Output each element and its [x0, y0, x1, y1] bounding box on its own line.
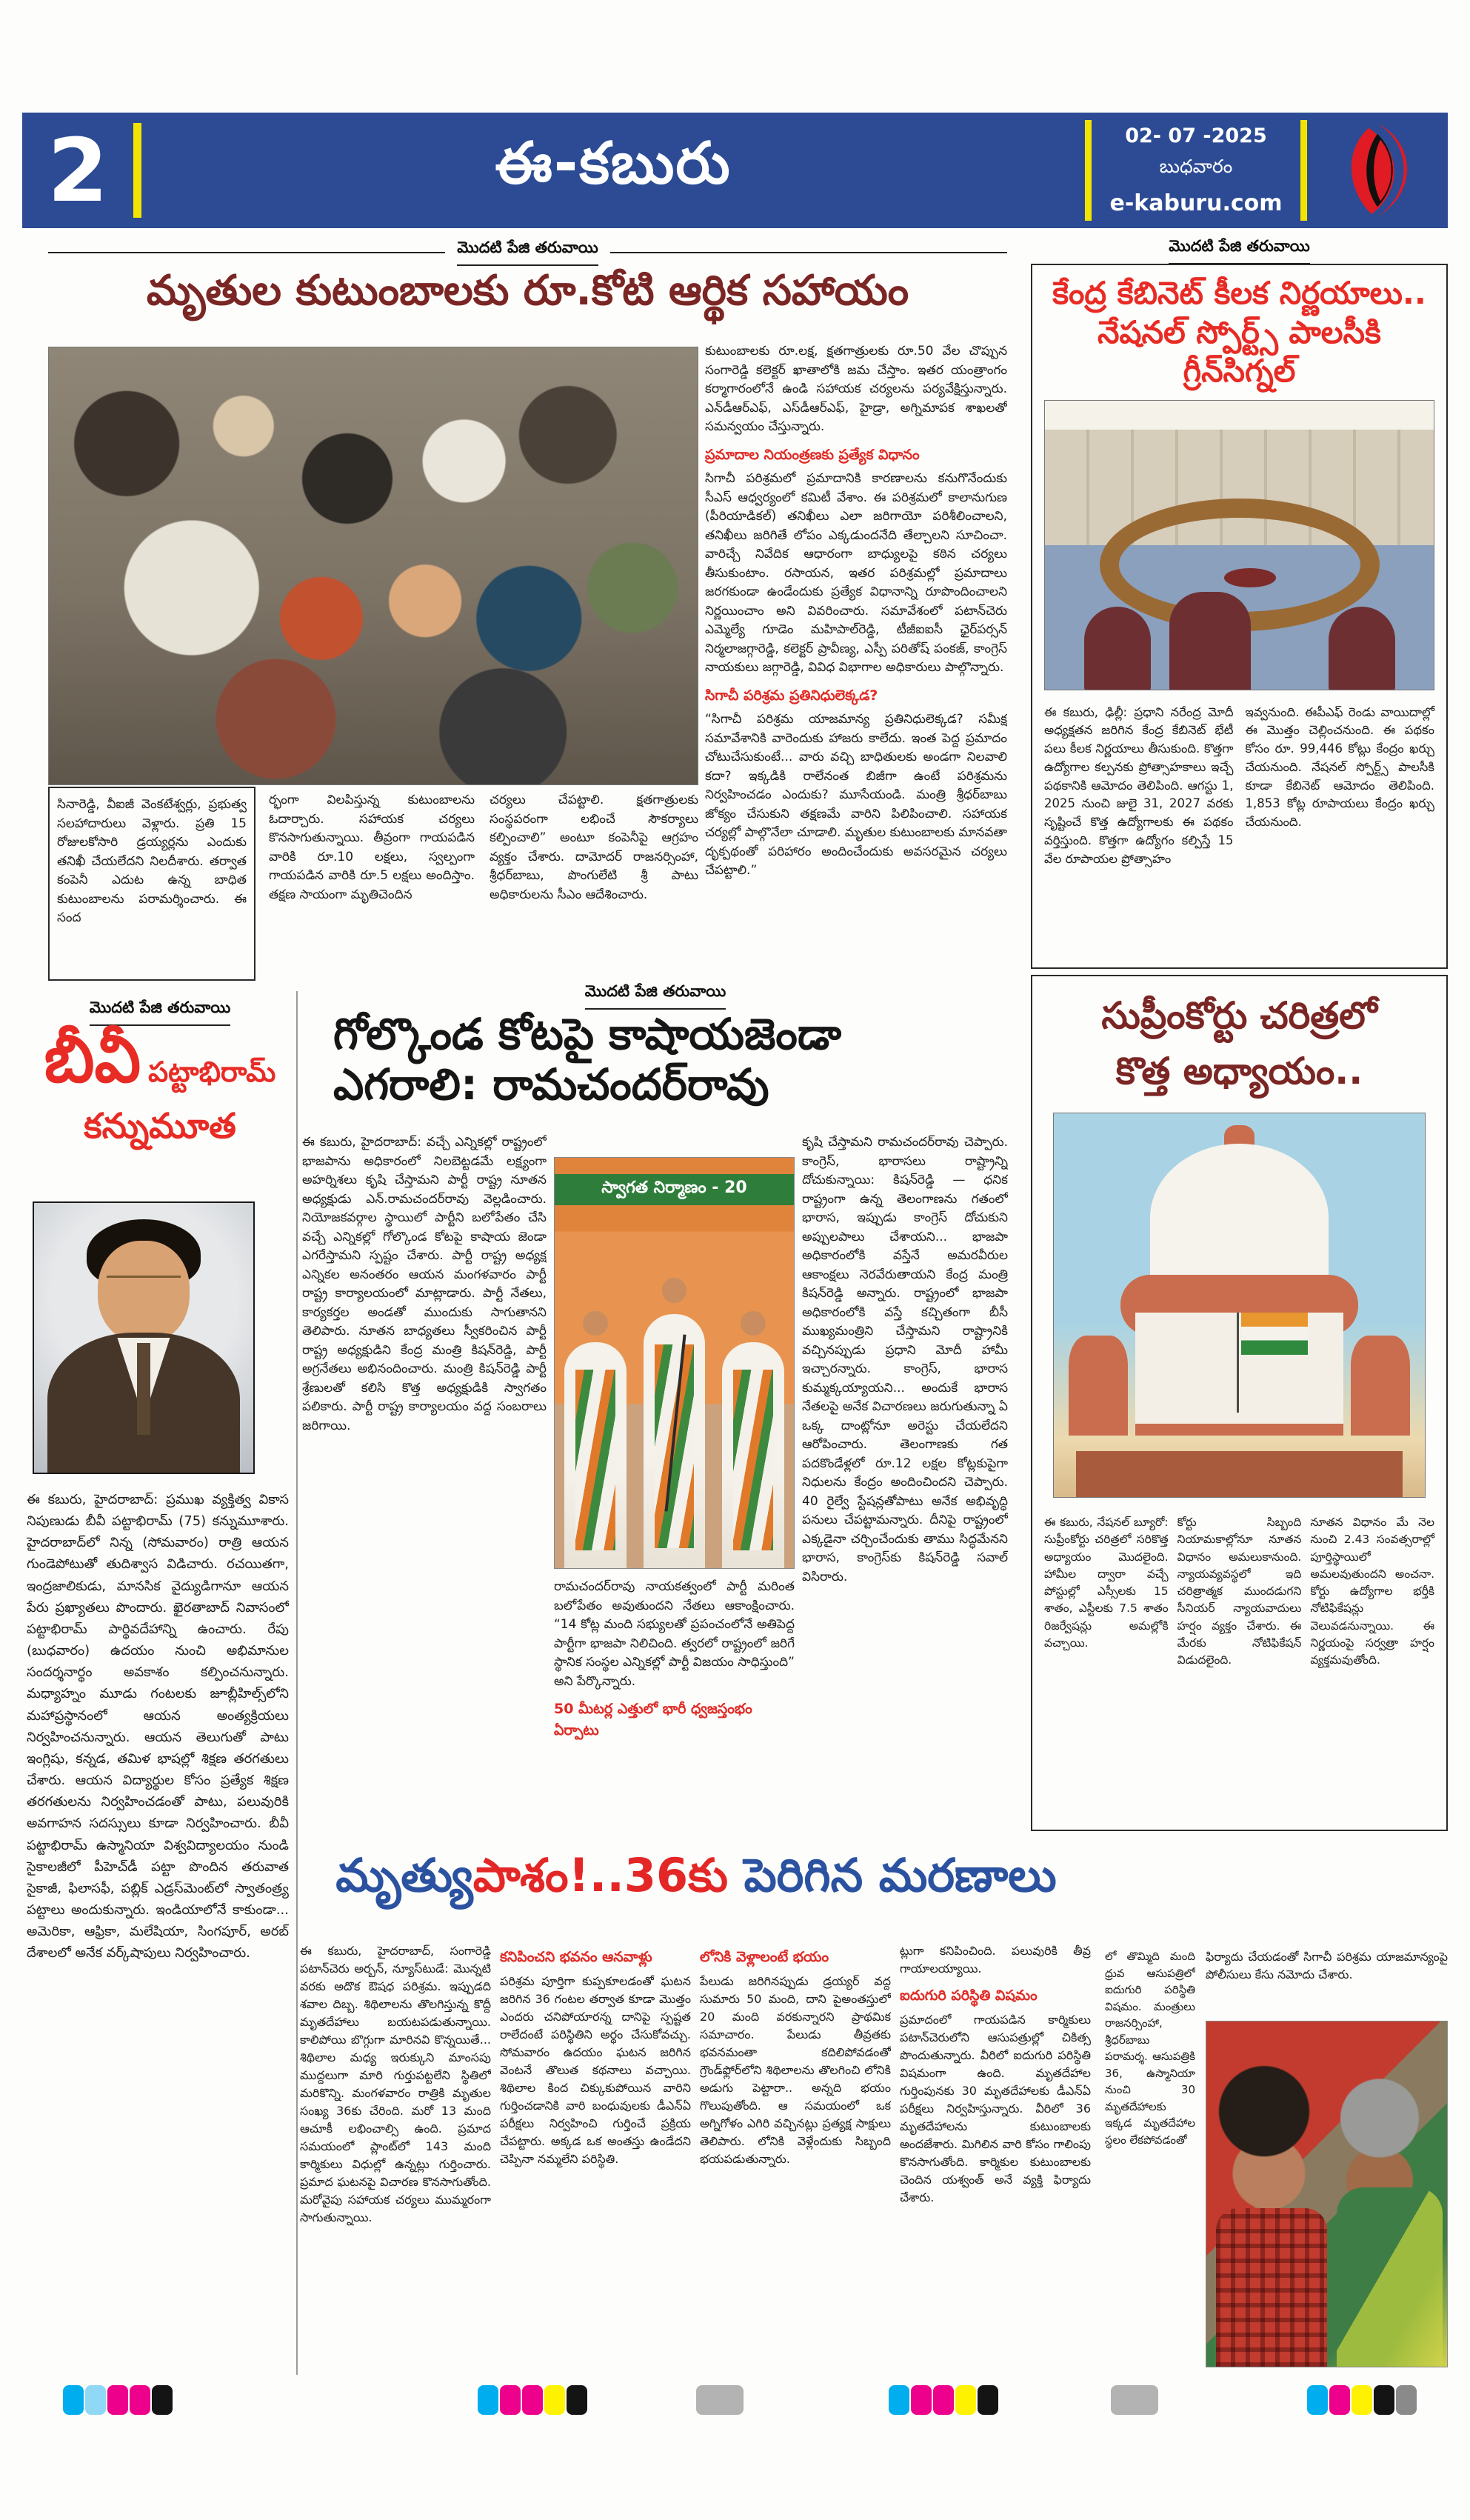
deaths-subhead-3: ఐదుగురి పరిస్థితి విషమం	[900, 1987, 1038, 2004]
deaths-paragraph: పేలుడు జరిగినప్పుడు డ్రయ్యర్ వద్ద సుమారు 50 మంది, దాని పైఅంతస్తులో 20 మంది వరకున్నారని ప్రాథమిక సమాచారం. పేలుడు తీవ్రతకు భవనమంతా కదిలిపోవడంతో గ్రౌండ్‌ఫ్లోర్‌లోని శిథిలాలను తొలగించి లోనికి అడుగు పెట్టారా.. అన్నది భయం గొలుపుతోంది. ఆ సమయంలో ఒక అగ్నిగోళం ఎగిరి వచ్చినట్లు ప్రత్యక్ష సాక్షులు తెలిపారు. లోనికి వెళ్లేందుకు సిబ్బంది భయపడుతున్నారు.	[700, 1973, 891, 2166]
website-url: e-kaburu.com	[1109, 190, 1283, 216]
registration-mark-swatch	[107, 2385, 128, 2415]
supreme-court-photo	[1053, 1113, 1426, 1498]
deaths-headline	[296, 1850, 1096, 1901]
deaths-column-2	[500, 1942, 691, 2381]
aid-bottom-column-1: సినారెడ్డి, వీఐజీ వెంకటేశ్వర్లు, ప్రభుత్వ సలహాదారులు వెళ్లారు. ప్రతి 15 రోజులకోసారి డ్రయ్యర్లను ఎందుకు తనిఖీ చేయలేదని నిలదీశారు. తర్వాత కంపెనీ ఎదుట ఉన్న బాధిత కుటుంబాలను పరామర్శించారు. ఈ సంద	[48, 787, 255, 981]
cabinet-meeting-photo	[1044, 400, 1434, 690]
supreme-text-columns	[1032, 1505, 1446, 1757]
edition-day: బుధవారం	[1159, 156, 1233, 177]
supreme-headline-line2: కొత్త అధ్యాయం..	[1115, 1050, 1363, 1093]
kicker-text: మొదటి పేజి తరువాయి	[1169, 237, 1310, 264]
registration-mark-swatch	[911, 2385, 932, 2415]
registration-mark-group	[696, 2385, 744, 2415]
building-wing-shape	[1069, 1336, 1128, 1436]
figure-head-shape	[662, 1278, 687, 1303]
registration-mark-swatch	[696, 2385, 744, 2415]
continued-kicker-aid	[48, 239, 1007, 266]
supreme-column-3: నూతన విధానం మే నెల నుంచి 2.43 సంవత్సరాల్లో పూర్తిస్థాయిలో అమలవుతుందని అంచనా. కోర్టు ఉద్యోగాల భర్తీకి నోటిఫికేషన్లు వెలువడనున్నాయి. ఈ నిర్ణయంపై సర్వత్రా హర్షం వ్యక్తమవుతోంది.	[1310, 1516, 1435, 1667]
deaths-headline-blue-2: పెరిగిన మరణాలు	[728, 1848, 1057, 1902]
obituary-title-initials: బీవీ	[44, 1021, 141, 1097]
yellow-divider	[133, 123, 141, 218]
bjp-leader-figure	[722, 1342, 784, 1568]
golkonda-headline	[304, 1009, 1007, 1110]
supreme-headline	[1032, 976, 1446, 1105]
aid-paragraph: సిగాచీ పరిశ్రమలో ప్రమాదానికి కారణాలను కనుగొనేందుకు సీఎస్ ఆధ్వర్యంలో కమిటీ వేశాం. ఈ పరిశ్రమలో కాలానుగుణ (పీరియాడికల్) తనిఖీలు ఎలా జరిగాయో పరిశీలించాలని, తనిఖీలు జరిగితే లోపం ఎక్కడుందనేది తేల్చాలని సూచించా. వారిచ్చే నివేదిక ఆధారంగా బాధ్యులపై కఠిన చర్యలు తీసుకుంటాం. రసాయన, ఇతర పరిశ్రమల్లో ప్రమాదాలు జరగకుండా ఉండేందుకు ప్రత్యేక విధానాన్ని రూపొందించాలని నిర్ణయించాం అని వివరించారు. సమావేశంలో పటాన్‌చెరు ఎమ్మెల్యే గూడెం మహిపాల్‌రెడ్డి, టీజీఐఐసీ ఛైర్‌పర్సన్ నిర్మలాజగ్గారెడ్డి, కలెక్టర్ ప్రావీణ్య, ఎస్పీ పరితోష్ పంకజ్, కాంగ్రెస్ నాయకులు జగ్గారెడ్డి, వివిధ విభాగాల అధికారులు పాల్గొన్నారు.	[705, 471, 1007, 675]
golkonda-headline-line1: గోల్కొండ కోటపై కాషాయజెండా	[333, 1009, 841, 1059]
registration-mark-swatch	[85, 2385, 106, 2415]
green-saree-shape	[1337, 2187, 1443, 2367]
brand-logo	[1307, 113, 1448, 228]
registration-mark-swatch	[152, 2385, 173, 2415]
building-base-shape	[1076, 1451, 1403, 1497]
aid-bottom-column-3: చర్యలు చేపట్టాలి. క్షతగాత్రులకు సంస్థపరంగా లభించే సౌకర్యాలు కల్పించాలి” అంటూ కంపెనీపై ఆగ్రహం వ్యక్తం చేశారు. దామోదర్ రాజనర్సింహా, శ్రీధర్‌బాబు, పొంగులేటి శ్రీ పాటు అధికారులను సీఎం ఆదేశించారు.	[490, 793, 698, 902]
registration-mark-swatch	[1111, 2385, 1158, 2415]
registration-mark-group	[63, 2385, 173, 2415]
edition-date: 02- 07 -2025	[1125, 124, 1267, 147]
cabinet-column-1: ఈ కబురు, ఢిల్లీ: ప్రధాని నరేంద్ర మోదీ అధ్యక్షతన జరిగిన కేంద్ర కేబినెట్ భేటీ పలు కీలక నిర్ణయాలు తీసుకుంది. కొత్తగా ఉద్యోగాల కల్పనకు ప్రోత్సాహకాలు ఇచ్చే పథకానికి ఆమోదం తెలిపింది. ఆగస్టు 1, 2025 నుంచి జులై 31, 2027 వరకు సృష్టించే కొత్త ఉద్యోగాలకు ఈ పథకం వర్తిస్తుంది. కొత్తగా ఉద్యోగం కల్పిస్తే 15 వేల రూపాయల ప్రోత్సాహం	[1044, 704, 1234, 866]
cabinet-chair	[1169, 592, 1251, 690]
obituary-title-name: పట్టాభిరామ్	[148, 1056, 276, 1088]
registration-mark-swatch	[1307, 2385, 1328, 2415]
registration-mark-swatch	[978, 2385, 998, 2415]
registration-mark-swatch	[933, 2385, 954, 2415]
deaths-subhead-1: కనిపించని భవనం ఆనవాళ్లు	[500, 1949, 652, 1965]
registration-mark-group	[1111, 2385, 1158, 2415]
deaths-column-1: ఈ కబురు, హైదరాబాద్, సంగారెడ్డి పటాన్‌చెరు అర్బన్, న్యూస్‌టుడే: మొన్నటి వరకు అదొక ఔషధ పరిశ్రమ. ఇప్పుడది శవాల దిబ్బ. శిథిలాలను తొలగిస్తున్న కొద్దీ మృతదేహాలు బయటపడుతున్నాయి. కాలిపోయి బొగ్గుగా మారినవి కొన్నయితే... శిథిలాల మధ్య ఇరుక్కుని మాంసపు ముద్దలుగా మారి గుర్తుపట్టలేని స్థితిలో మరికొన్ని. మంగళవారం రాత్రికి మృతుల సంఖ్య 36కు చేరింది. మరో 13 మంది ఆచూకీ లభించాల్సి ఉంది. ప్రమాద సమయంలో ప్లాంట్‌లో 143 మంది కార్మికులు విధుల్లో ఉన్నట్లు గుర్తించారు. ప్రమాద ఘటనపై విచారణ కొనసాగుతోంది. మరోవైపు సహాయక చర్యలు ముమ్మరంగా సాగుతున్నాయి.	[300, 1944, 491, 2224]
india-flag-icon	[1241, 1313, 1308, 1355]
registration-mark-swatch	[1352, 2385, 1372, 2415]
deaths-right-top-text: ఫిర్యాదు చేయడంతో సిగాచీ పరిశ్రమ యాజమాన్యంపై పోలీసులు కేసు నమోదు చేశారు.	[1206, 1950, 1448, 1981]
supreme-headline-line1: సుప్రీంకోర్టు చరిత్రలో	[1101, 994, 1377, 1037]
registration-mark-swatch	[478, 2385, 498, 2415]
deaths-headline-red: పాశం!..36కు	[472, 1848, 728, 1902]
deaths-headline-blue-1: మృత్యు	[335, 1848, 473, 1902]
obituary-body: ఈ కబురు, హైదరాబాద్: ప్రముఖ వ్యక్తిత్వ వికాస నిపుణుడు బీవీ పట్టాభిరామ్ (75) కన్నుమూశారు. హైదరాబాద్‌లో నిన్న (సోమవారం) రాత్రి ఆయన గుండెపోటుతో తుదిశ్వాస విడిచారు. రచయితగా, ఇంద్రజాలికుడు, మానసిక వైద్యుడిగానూ ఆయన పేరు ప్రఖ్యాతలు పొందారు. ఖైరతాబాద్ నివాసంలో పట్టాభిరామ్ పార్థివదేహాన్ని ఉంచారు. రేపు (బుధవారం) ఉదయం నుంచి అభిమానుల సందర్శనార్థం అవకాశం కల్పించనున్నారు. మధ్యాహ్నం మూడు గంటలకు జూబ్లీహిల్స్‌లోని మహాప్రస్థానంలో ఆయన అంత్యక్రియలు నిర్వహించనున్నారు. ఆయన తెలుగుతో పాటు ఇంగ్లిషు, కన్నడ, తమిళ భాషల్లో శిక్షణ తరగతులు చేశారు. ఆయన విద్యార్థుల కోసం ప్రత్యేక శిక్షణ తరగతులను నిర్వహించడంతో పాటు, పలువురికి అవగాహన సదస్సులు కూడా నిర్వహించారు. బీవీ పట్టాభిరామ్ ఉస్మానియా విశ్వవిద్యాలయం నుండి సైకాలజీలో పీహెచ్‌డీ పట్టా పొందిన తరువాత సైకాజీ, ఫిలాసఫీ, పబ్లిక్ ఎడ్రస్‌మెంట్‌లో స్వాతంత్ర్య పట్టాలు అందుకున్నారు. ఇండియాలోనే కాకుండా... అమెరికా, ఆఫ్రికా, మలేషియా, సింగపూర్, అరబ్ దేశాలలో అనేక వర్క్‌షాపులు నిర్వహించారు.	[27, 1492, 289, 1961]
portrait-tie-shape	[137, 1343, 150, 1435]
registration-mark-swatch	[1374, 2385, 1394, 2415]
kicker-rule	[48, 252, 445, 253]
plaid-shirt-shape	[1216, 2208, 1327, 2367]
cabinet-headline-line2: నేషనల్ స్పోర్ట్స్ పాలసీకి గ్రీన్‌సిగ్నల్	[1098, 313, 1381, 389]
registration-mark-group	[478, 2385, 587, 2415]
column-divider	[296, 991, 298, 2375]
obituary-title-passed: కన్నుమూత	[84, 1106, 236, 1147]
golkonda-column-2	[554, 1578, 795, 1822]
continued-kicker-cabinet	[1031, 237, 1448, 264]
deaths-paragraph: ట్లుగా కనిపించింది. పలువురికి తీవ్ర గాయాలయ్యాయి.	[900, 1944, 1091, 1976]
figure-head-shape	[741, 1311, 766, 1336]
registration-mark-swatch	[1329, 2385, 1350, 2415]
cabinet-centerpiece	[1224, 568, 1276, 587]
pattabhiram-portrait-photo	[33, 1201, 255, 1474]
kicker-text: మొదటి పేజి తరువాయి	[585, 982, 726, 1010]
golkonda-column-3: కృషి చేస్తామని రామచందర్‌రావు చెప్పారు. కాంగ్రెస్, భారాసలు రాష్ట్రాన్ని దోచుకున్నాయి: కిషన్‌రెడ్డి — ధనిక రాష్ట్రంగా ఉన్న తెలంగాణను గతంలో భారాస, ఇప్పుడు కాంగ్రెస్ దోచుకుని అప్పులపాలు చేశాయని... భాజపా అధికారంలోకి వస్తేనే అమరవీరుల ఆకాంక్షలు నెరవేరుతాయని కేంద్ర మంత్రి కిషన్‌రెడ్డి అన్నారు. రాష్ట్రంలో భాజపా అధికారంలోకి వస్తే కచ్చితంగా బీసీ ముఖ్యమంత్రిని చేస్తామని రాష్ట్రానికి వచ్చినప్పుడు ప్రధాని మోదీ హామీ ఇచ్చారన్నారు. కాంగ్రెస్, భారాస కుమ్మక్కయ్యాయని... అందుకే భారాస నేతలపై అనేక విచారణలు జరుగుతున్నా ఏ ఒక్క దాంట్లోనూ అరెస్టు చేయలేదని ఆరోపించారు. తెలంగాణకు గత పదకొండేళ్లలో రూ.12 లక్షల కోట్లకుపైగా నిధులను కేంద్రం అందించిందని చెప్పారు. 40 రైల్వే స్టేషన్లతోపాటు అనేక అభివృద్ధి పనులు చేపట్టామన్నారు. దీనిపై రాష్ట్రంలో ఎక్కడైనా చర్చించేందుకు తాము సిద్ధమేనని భారాస, కాంగ్రెస్‌కు కిషన్‌రెడ్డి సవాల్ విసిరారు.	[802, 1135, 1008, 1584]
supreme-column-2: కోర్టు సిబ్బంది నియామకాల్లోనూ నూతన విధానం అమలుకానుంది. న్యాయవ్యవస్థలో ఇది చరిత్రాత్మక ముందడుగని సీనియర్ న్యాయవాదులు హర్షం వ్యక్తం చేశారు. ఈ మేరకు నోటిఫికేషన్ విడుదలైంది.	[1177, 1516, 1302, 1667]
portrait-glasses-shape	[107, 1276, 181, 1294]
masthead-bar	[22, 113, 1448, 228]
aid-subhead-1: ప్రమాదాల నియంత్రణకు ప్రత్యేక విధానం	[705, 446, 920, 463]
cabinet-text-columns	[1032, 695, 1446, 991]
kicker-text: మొదటి పేజి తరువాయి	[457, 239, 598, 266]
saffron-scarf-shape	[575, 1370, 615, 1550]
golkonda-paragraph: రామచందర్‌రావు నాయకత్వంలో పార్టీ మరింత బలోపేతం అవుతుందని నేతలు ఆకాంక్షించారు. “14 కోట్ల మంది సభ్యులతో ప్రపంచంలోనే అతిపెద్ద పార్టీగా భాజపా నిలిచింది. త్వరలో రాష్ట్రంలో జరిగే స్థానిక సంస్థల ఎన్నికల్లో పార్టీ విజయం సాధిస్తుంది” అని పేర్కొన్నారు.	[554, 1579, 795, 1689]
registration-mark-swatch	[544, 2385, 565, 2415]
registration-mark-swatch	[1396, 2385, 1417, 2415]
page-number: 2	[47, 119, 109, 221]
registration-mark-swatch	[130, 2385, 150, 2415]
cabinet-chair	[1084, 607, 1151, 690]
aid-lead: కుటుంబాలకు రూ.లక్ష, క్షతగాత్రులకు రూ.50 వేల చొప్పున సంగారెడ్డి కలెక్టర్ ఖాతాలోకి జమ చేస్తాం. ఇతర యంత్రాంగం కర్మాగారంలోనే ఉండి సహాయక చర్యలను పర్యవేక్షిస్తున్నారు. ఎన్‌డీఆర్‌ఎఫ్, ఎస్‌డీఆర్‌ఎఫ్, హైడ్రా, అగ్నిమాపక శాఖలతో సమన్వయం చేస్తున్నారు.	[705, 344, 1007, 434]
aid-headline: మృతుల కుటుంబాలకు రూ.కోటి ఆర్థిక సహాయం	[146, 267, 909, 315]
aid-lead-column	[705, 342, 1007, 973]
cabinet-headline-line1: కేంద్ర కేబినెట్ కీలక నిర్ణయాలు..	[1052, 275, 1426, 311]
registration-mark-swatch	[567, 2385, 587, 2415]
building-wing-shape	[1351, 1336, 1410, 1436]
saffron-scarf-shape	[733, 1370, 773, 1550]
deaths-side-column: లో తొమ్మిది మంది ధ్రువ ఆసుపత్రిలో ఐదుగురి పరిస్థితి విషమం. మంత్రులు రాజనర్సింహా, శ్రీధర్‌బాబు పరామర్శ. ఆసుపత్రికి 36, ఉస్మానియా నుంచి 30 మృతదేహాలకు ఇక్కడ మృతదేహాల స్థలం లేకపోవడంతో	[1105, 1950, 1195, 2147]
registration-mark-swatch	[522, 2385, 543, 2415]
continued-kicker-golkonda	[304, 982, 1007, 1010]
cm-condolence-photo	[48, 347, 698, 785]
registration-mark-group	[889, 2385, 998, 2415]
obituary-title	[30, 1021, 290, 1155]
registration-mark-swatch	[955, 2385, 976, 2415]
deaths-paragraph: పరిశ్రమ పూర్తిగా కుప్పకూలడంతో ఘటన జరిగిన 36 గంటల తర్వాత కూడా మొత్తం ఎందరు చనిపోయారన్న దానిపై స్పష్టత రాలేదంటే పరిస్థితిని అర్థం చేసుకోవచ్చు. సోమవారం ఉదయం ఘటన జరిగిన వెంటనే తొలుత కథనాలు వచ్చాయి. శిథిలాల కింద చిక్కుకుపోయిన వారిని గుర్తించడానికి వారి బంధువులకు డీఎన్ఏ పరీక్షలు నిర్వహించి గుర్తించే ప్రక్రియ చేపట్టారు. అక్కడ ఒక అంతస్తు ఉండేదని చెప్పినా నమ్మలేని పరిస్థితి.	[500, 1973, 691, 2166]
flame-logo-icon	[1333, 122, 1422, 219]
cabinet-article-box	[1031, 264, 1448, 969]
aid-bottom-column-2: ర్భంగా విలపిస్తున్న కుటుంబాలను ఓదార్చారు. సహాయక చర్యలు కొనసాగుతున్నాయి. తీవ్రంగా గాయపడిన వారికి రూ.10 లక్షలు, స్వల్పంగా గాయపడిన వారికి రూ.5 లక్షలు అందిస్తాం. తక్షణ సాయంగా మృతిచెందిన	[269, 793, 475, 902]
bjp-leader-figure-center	[644, 1314, 706, 1568]
supreme-article-box	[1031, 975, 1448, 1831]
registration-mark-swatch	[63, 2385, 84, 2415]
golkonda-subhead: 50 మీటర్ల ఎత్తులో భారీ ధ్వజస్తంభం ఏర్పాటు	[554, 1701, 752, 1739]
dome-shape	[1150, 1144, 1328, 1292]
registration-mark-swatch	[889, 2385, 909, 2415]
date-block	[1085, 120, 1307, 221]
deaths-paragraph: ప్రమాదంలో గాయపడిన కార్మికులు పటాన్‌చెరులోని ఆసుపత్రుల్లో చికిత్స పొందుతున్నారు. వీరిలో ఐదుగురి పరిస్థితి విషమంగా ఉంది. మృతదేహాల గుర్తింపునకు 30 మృతదేహాలకు డీఎన్ఏ పరీక్షలు నిర్వహిస్తున్నారు. వీరిలో 36 మృతదేహాలను కుటుంబాలకు అందజేశారు. మిగిలిన వారి కోసం గాలింపు కొనసాగుతోంది. కార్మికుల కుటుంబాలకు చెందిన యశ్వంత్ అనే వ్యక్తి ఫిర్యాదు చేశారు.	[900, 2012, 1091, 2204]
aid-subhead-2: సిగాచీ పరిశ్రమ ప్రతినిధులెక్కడ?	[705, 687, 878, 704]
deaths-subhead-2: లోనికి వెళ్లాలంటే భయం	[700, 1949, 829, 1965]
deaths-column-4	[900, 1942, 1091, 2381]
kicker-rule	[610, 252, 1007, 253]
photo-banner-text: స్వాగత నిర్మాణం - 20	[555, 1174, 794, 1205]
aid-paragraph: “సిగాచీ పరిశ్రమ యాజమాన్య ప్రతినిధులెక్కడ? సమీక్ష సమావేశానికి వారెందుకు హాజరు కాలేదు. ఇంత పెద్ద ప్రమాదం చోటుచేసుకుంటే... వారు వచ్చి బాధితులకు అండగా నిలవాలి కదా? ఇక్కడికి రాలేనంత బిజీగా ఉంటే పరిశ్రమను నిర్వహించడం ఎందుకు? మూసేయండి. మంత్రి శ్రీధర్‌బాబు జోక్యం చేసుకుని తక్షణమే వారిని పిలిపించాలి. సహాయక చర్యల్లో పాల్గొనేలా చూడాలి. మృతుల కుటుంబాలకు మానవతా దృక్పథంతో పరిహారం అందించేందుకు అవసరమైన చర్యలు చేపట్టాలి.”	[705, 712, 1007, 878]
flag-pole-shape	[1237, 1313, 1239, 1413]
kicker-text: మొదటి పేజి తరువాయి	[90, 999, 231, 1026]
masthead-title: ఈ-కబురు	[495, 130, 732, 197]
registration-mark-swatch	[500, 2385, 521, 2415]
deaths-column-3	[700, 1942, 891, 2381]
figure-head-shape	[583, 1311, 608, 1336]
cabinet-chair	[1329, 607, 1395, 690]
grieving-family-photo	[1206, 2021, 1448, 2367]
bjp-ceremony-photo	[554, 1157, 795, 1569]
cabinet-headline	[1032, 265, 1446, 396]
registration-mark-group	[1307, 2385, 1417, 2415]
golkonda-headline-line2: ఎగరాలి: రామచందర్‌రావు	[333, 1059, 769, 1110]
bjp-leader-figure	[564, 1342, 627, 1568]
golkonda-column-1: ఈ కబురు, హైదరాబాద్: వచ్చే ఎన్నికల్లో రాష్ట్రంలో భాజపాను అధికారంలో నిలబెట్టడమే లక్ష్యంగా అహర్నిశలు కృషి చేస్తామని పార్టీ రాష్ట్ర నూతన అధ్యక్షుడు ఎన్.రామచందర్‌రావు వెల్లడించారు. నియోజకవర్గాల స్థాయిలో పార్టీని బలోపేతం చేసి వచ్చే ఎన్నికల్లో గోల్కొండ కోటపై కాషాయ జెండా ఎగరేస్తామని స్పష్టం చేశారు. పార్టీ రాష్ట్ర అధ్యక్ష ఎన్నికల అనంతరం ఆయన మంగళవారం పార్టీ రాష్ట్ర కార్యాలయంలో మాట్లాడారు. పార్టీ నేతలు, కార్యకర్తల అండతో ముందుకు సాగుతానని తెలిపారు. నూతన బాధ్యతలు స్వీకరించిన పార్టీ రాష్ట్ర అధ్యక్షుడిని కేంద్ర మంత్రి కిషన్‌రెడ్డి, పార్టీ అగ్రనేతలు అభినందించారు. మంత్రి కిషన్‌రెడ్డి పార్టీ శ్రేణులతో కలిసి కొత్త అధ్యక్షుడికి స్వాగతం పలికారు. పార్టీ రాష్ట్ర కార్యాలయం వద్ద సంబరాలు జరిగాయి.	[302, 1135, 547, 1433]
cabinet-column-2: ఇవ్వనుంది. ఈపీఎఫ్ రెండు వాయిదాల్లో ఈ మొత్తం చెల్లించనుంది. ఈ పథకం కోసం రూ. 99,446 కోట్లు కేంద్రం ఖర్చు చేయనుంది. నేషనల్ స్పోర్ట్స్ పాలసీకి కూడా కేబినెట్ ఆమోదం తెలిపింది. 1,853 కోట్ల రూపాయలు కేంద్రం ఖర్చు చేయనుంది.	[1245, 704, 1434, 829]
supreme-column-1: ఈ కబురు, నేషనల్ బ్యూరో: సుప్రీంకోర్టు చరిత్రలో సరికొత్త అధ్యాయం మొదలైంది. హామీల ద్వారా వచ్చే పోస్టుల్లో ఎస్సీలకు 15 శాతం, ఎస్టీలకు 7.5 శాతం రిజర్వేషన్లు అమల్లోకి వచ్చాయి.	[1044, 1516, 1169, 1650]
building-body-shape	[1135, 1305, 1343, 1436]
print-registration-marks	[0, 2385, 1470, 2419]
